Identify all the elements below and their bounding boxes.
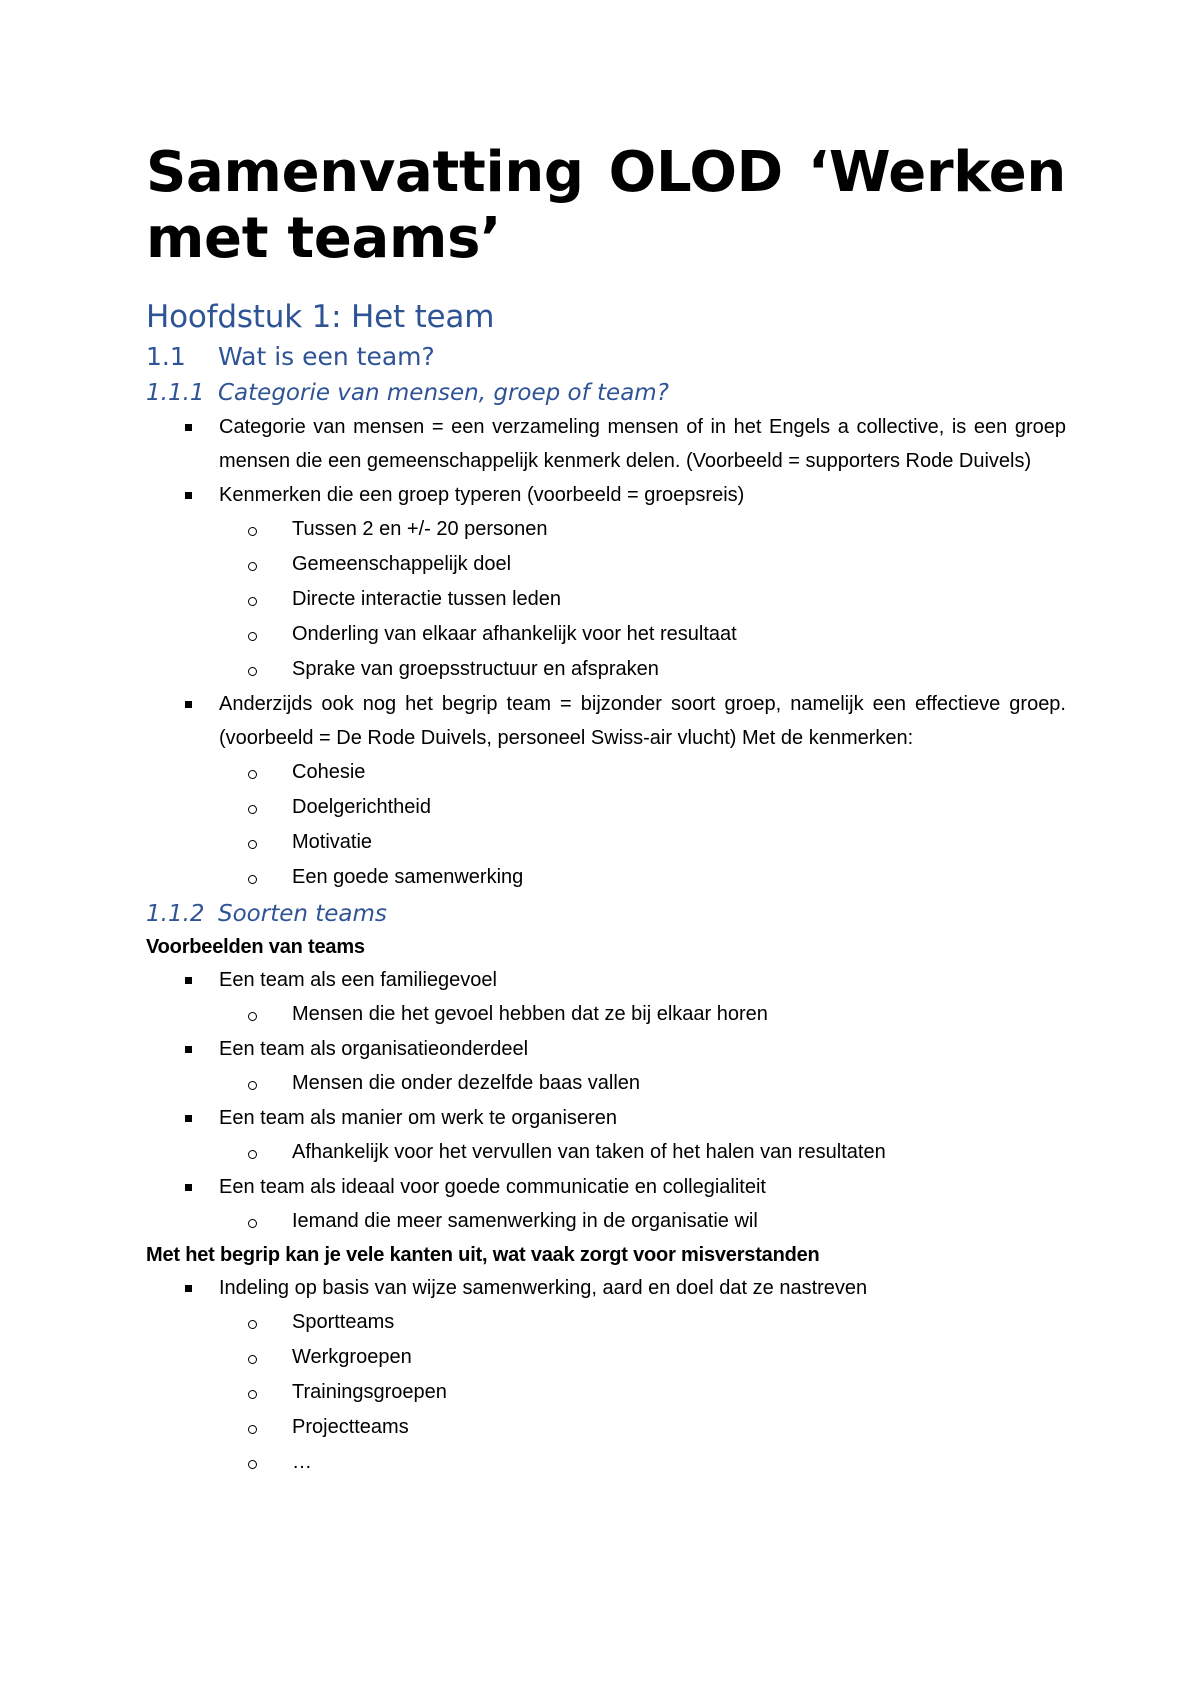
subsection-number-2: 1.1.2 — [146, 901, 205, 927]
circle-bullet-icon — [248, 1390, 257, 1399]
square-bullet-icon — [185, 424, 192, 431]
circle-bullet-icon — [248, 875, 257, 884]
circle-bullet-icon — [248, 840, 257, 849]
list-item-text: Een team als ideaal voor goede communicatie en collegialiteit — [219, 1176, 766, 1198]
sub-list-item-text: Iemand die meer samenwerking in de organisatie wil — [292, 1210, 758, 1232]
sub-list — [219, 512, 1066, 687]
sub-list-item-text: Cohesie — [292, 761, 366, 783]
sub-list — [219, 1135, 1066, 1170]
sub-list — [219, 997, 1066, 1032]
subsection-number-1: 1.1.1 — [146, 380, 205, 406]
document-title: Samenvatting OLOD ‘Werken met teams’ — [146, 140, 1066, 271]
sub-list-item — [219, 1135, 1066, 1170]
bold-subheading-2: Met het begrip kan je vele kanten uit, wat vaak zorgt voor misverstanden — [146, 1244, 820, 1266]
list-item — [146, 687, 1066, 895]
sub-list-item-text: Directe interactie tussen leden — [292, 588, 562, 610]
sub-list-item-text: Sprake van groepsstructuur en afspraken — [292, 658, 659, 680]
sub-list-item — [219, 617, 1066, 652]
circle-bullet-icon — [248, 562, 257, 571]
circle-bullet-icon — [248, 1320, 257, 1329]
circle-bullet-icon — [248, 1081, 257, 1090]
square-bullet-icon — [185, 1046, 192, 1053]
sub-list-item — [219, 652, 1066, 687]
sub-list-item — [219, 1410, 1066, 1445]
list-item-text: Een team als organisatieonderdeel — [219, 1038, 529, 1060]
sub-list-item — [219, 1204, 1066, 1239]
bullet-list-3 — [146, 1271, 1066, 1480]
sub-list-item — [219, 582, 1066, 617]
list-item — [146, 478, 1066, 687]
chapter-heading: Hoofdstuk 1: Het team — [146, 299, 495, 335]
bullet-list-2 — [146, 963, 1066, 1239]
list-item — [146, 410, 1066, 478]
square-bullet-icon — [185, 1184, 192, 1191]
sub-list-item-text: Een goede samenwerking — [292, 866, 524, 888]
sub-list-item — [219, 755, 1066, 790]
circle-bullet-icon — [248, 1460, 257, 1469]
sub-list-item-text: Projectteams — [292, 1416, 409, 1438]
sub-list-item-text: Tussen 2 en +/- 20 personen — [292, 518, 548, 540]
sub-list — [219, 1204, 1066, 1239]
circle-bullet-icon — [248, 805, 257, 814]
list-item — [146, 1170, 1066, 1239]
square-bullet-icon — [185, 977, 192, 984]
sub-list-item — [219, 997, 1066, 1032]
sub-list-item-text: Gemeenschappelijk doel — [292, 553, 512, 575]
section-title: Wat is een team? — [218, 342, 435, 371]
circle-bullet-icon — [248, 527, 257, 536]
sub-list-item-text: Mensen die onder dezelfde baas vallen — [292, 1072, 641, 1094]
list-item — [146, 963, 1066, 1032]
circle-bullet-icon — [248, 597, 257, 606]
sub-list-item — [219, 1340, 1066, 1375]
subsection-heading-1 — [146, 378, 1066, 408]
sub-list-item-text: Onderling van elkaar afhankelijk voor het resultaat — [292, 623, 737, 645]
sub-list-item — [219, 1305, 1066, 1340]
bold-subheading-1: Voorbeelden van teams — [146, 936, 365, 958]
circle-bullet-icon — [248, 1219, 257, 1228]
circle-bullet-icon — [248, 1425, 257, 1434]
sub-list-item — [219, 1066, 1066, 1101]
list-item — [146, 1032, 1066, 1101]
section-heading — [146, 340, 1066, 374]
sub-list-item — [219, 825, 1066, 860]
circle-bullet-icon — [248, 770, 257, 779]
list-item-text: Een team als manier om werk te organiseren — [219, 1107, 617, 1129]
sub-list-item-text: Werkgroepen — [292, 1346, 412, 1368]
sub-list-item-text: Sportteams — [292, 1311, 395, 1333]
square-bullet-icon — [185, 1285, 192, 1292]
sub-list-item — [219, 1445, 1066, 1480]
circle-bullet-icon — [248, 1150, 257, 1159]
sub-list-item-text: Afhankelijk voor het vervullen van taken of het halen van resultaten — [292, 1141, 886, 1163]
subsection-heading-2 — [146, 899, 1066, 929]
sub-list-item-text: Doelgerichtheid — [292, 796, 431, 818]
list-item-text: Indeling op basis van wijze samenwerking, aard en doel dat ze nastreven — [219, 1277, 868, 1299]
list-item-text: Een team als een familiegevoel — [219, 969, 497, 991]
list-item-text: Categorie van mensen = een verzameling mensen of in het Engels a collective, is een groep mensen die een gemeenschappelijk kenmerk delen. (Voorbeeld = supporters Rode Duivels) — [219, 416, 1066, 472]
circle-bullet-icon — [248, 1012, 257, 1021]
circle-bullet-icon — [248, 667, 257, 676]
sub-list — [219, 755, 1066, 895]
sub-list-item — [219, 790, 1066, 825]
sub-list-item — [219, 512, 1066, 547]
sub-list-item-text: Trainingsgroepen — [292, 1381, 447, 1403]
bullet-list-1 — [146, 410, 1066, 895]
section-number: 1.1 — [146, 342, 186, 371]
sub-list-item — [219, 860, 1066, 895]
sub-list-item — [219, 547, 1066, 582]
square-bullet-icon — [185, 492, 192, 499]
document-content — [146, 140, 1066, 1480]
circle-bullet-icon — [248, 632, 257, 641]
sub-list-item — [219, 1375, 1066, 1410]
sub-list — [219, 1066, 1066, 1101]
circle-bullet-icon — [248, 1355, 257, 1364]
sub-list-item-text: … — [292, 1451, 312, 1473]
list-item — [146, 1101, 1066, 1170]
list-item — [146, 1271, 1066, 1480]
sub-list-item-text: Mensen die het gevoel hebben dat ze bij elkaar horen — [292, 1003, 768, 1025]
square-bullet-icon — [185, 701, 192, 708]
list-item-text: Anderzijds ook nog het begrip team = bijzonder soort groep, namelijk een effectieve groep. (voorbeeld = De Rode Duivels, personeel Swiss-air vlucht) Met de kenmerken: — [219, 693, 1066, 749]
sub-list — [219, 1305, 1066, 1480]
square-bullet-icon — [185, 1115, 192, 1122]
subsection-title-2: Soorten teams — [218, 901, 387, 927]
sub-list-item-text: Motivatie — [292, 831, 373, 853]
list-item-text: Kenmerken die een groep typeren (voorbeeld = groepsreis) — [219, 484, 745, 506]
subsection-title-1: Categorie van mensen, groep of team? — [218, 380, 669, 406]
